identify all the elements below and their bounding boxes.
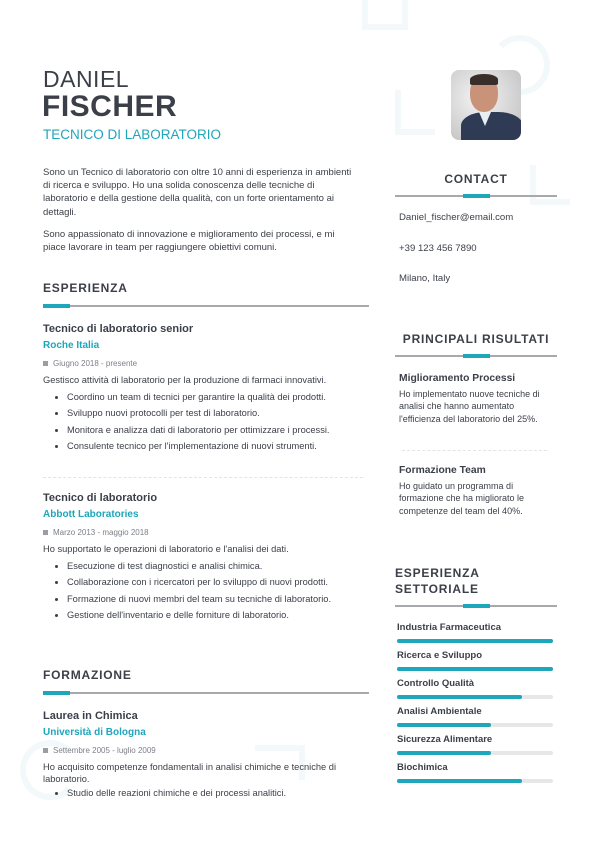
bullet-icon — [55, 429, 58, 432]
bullet-text: Formazione di nuovi membri del team su tecniche di laboratorio. — [67, 593, 332, 604]
achievement-description: Ho implementato nuove tecniche di analisi che hanno aumentato l'efficienza del laboratorio del 25%. — [399, 389, 540, 424]
experience-entry — [43, 492, 363, 621]
industry-skill — [397, 706, 553, 727]
job-dates — [43, 528, 363, 537]
skill-bar-fill — [397, 751, 491, 755]
photo-hair — [470, 74, 498, 85]
achievements-divider — [395, 355, 557, 357]
profile-summary — [43, 166, 358, 254]
experience-entry — [43, 323, 363, 452]
first-name: DANIEL — [43, 66, 130, 92]
calendar-icon — [43, 361, 48, 366]
achievement-item — [399, 465, 554, 517]
bullet-item — [55, 787, 363, 799]
achievement-title: Formazione Team — [399, 465, 486, 476]
profile-photo — [451, 70, 521, 140]
photo-suit — [461, 112, 521, 140]
job-description: Gestisco attività di laboratorio per la produzione di farmaci innovativi. — [43, 375, 327, 385]
calendar-icon — [43, 530, 48, 535]
industry-skill — [397, 762, 553, 783]
skill-bar-track — [397, 723, 553, 727]
skill-bar-fill — [397, 667, 553, 671]
bullet-icon — [55, 792, 58, 795]
summary-paragraph: Sono un Tecnico di laboratorio con oltre 10 anni di esperienza in ambienti di ricerca e sviluppo. Ho una solida conoscenza delle tecniche di laboratorio e della gestione della qualità, con un forte orientamento ai dettagli. — [43, 167, 352, 218]
skill-label: Industria Farmaceutica — [397, 622, 502, 633]
achievement-item — [399, 373, 554, 425]
date-range: Marzo 2013 - maggio 2018 — [53, 528, 149, 537]
bullet-text: Consulente tecnico per l'implementazione di nuovi strumenti. — [67, 441, 317, 451]
education-bullets — [55, 787, 363, 799]
bullet-item — [55, 391, 363, 403]
industry-skill — [397, 650, 553, 671]
skill-bar-fill — [397, 779, 522, 783]
bullet-item — [55, 560, 363, 572]
achievement-title: Miglioramento Processi — [399, 373, 516, 384]
achievement-description: Ho guidato un programma di formazione che ha migliorato le competenze del team del 40%. — [399, 481, 525, 516]
skill-bar-fill — [397, 695, 522, 699]
skill-label: Analisi Ambientale — [397, 706, 482, 717]
date-range: Giugno 2018 - presente — [53, 359, 138, 368]
bullet-text: Collaborazione con i ricercatori per lo sviluppo di nuovi prodotti. — [67, 577, 328, 587]
industry-skill — [397, 622, 553, 643]
skill-bar-fill — [397, 723, 491, 727]
skill-label: Sicurezza Alimentare — [397, 734, 493, 745]
bullet-text: Studio delle reazioni chimiche e dei processi analitici. — [67, 788, 287, 798]
contact-email[interactable]: Daniel_fischer@email.com — [399, 212, 514, 223]
job-role: Tecnico di laboratorio senior — [43, 323, 194, 335]
job-role: Tecnico di laboratorio — [43, 492, 158, 504]
bullet-icon — [55, 445, 58, 448]
skill-bar-fill — [397, 639, 553, 643]
skill-bar-track — [397, 779, 553, 783]
job-dates — [43, 359, 363, 368]
date-range: Settembre 2005 - luglio 2009 — [53, 746, 156, 755]
education-heading: FORMAZIONE — [43, 668, 132, 682]
contact-heading: CONTACT — [444, 172, 508, 186]
contact-divider — [395, 195, 557, 197]
skill-bar-track — [397, 639, 553, 643]
education-divider — [43, 692, 369, 694]
skill-bar-track — [397, 667, 553, 671]
calendar-icon — [43, 748, 48, 753]
education-dates — [43, 746, 363, 755]
bullet-item — [55, 609, 363, 621]
bullet-icon — [55, 565, 58, 568]
bullet-text: Sviluppo nuovi protocolli per test di laboratorio. — [67, 408, 260, 418]
skill-label: Ricerca e Sviluppo — [397, 650, 483, 661]
bullet-icon — [55, 598, 58, 601]
divider-accent — [463, 354, 490, 358]
achievements-heading: PRINCIPALI RISULTATI — [402, 332, 550, 346]
bullet-icon — [55, 396, 58, 399]
divider-accent — [463, 194, 490, 198]
company-name: Roche Italia — [43, 340, 100, 351]
skill-bar-track — [397, 695, 553, 699]
education-description: Ho acquisito competenze fondamentali in analisi chimiche e tecniche di laboratorio. — [43, 762, 337, 784]
job-bullets — [55, 391, 363, 453]
contact-phone[interactable]: +39 123 456 7890 — [399, 243, 477, 254]
industry-heading-line: ESPERIENZA — [395, 566, 480, 580]
bullet-item — [55, 440, 363, 452]
industry-heading-line: SETTORIALE — [395, 582, 479, 596]
skill-label: Biochimica — [397, 762, 448, 773]
last-name: FISCHER — [42, 90, 178, 123]
industry-heading — [395, 565, 480, 597]
industry-skill — [397, 734, 553, 755]
school-name: Università di Bologna — [43, 727, 146, 738]
bullet-text: Monitora e analizza dati di laboratorio per ottimizzare i processi. — [67, 424, 330, 435]
bullet-text: Gestione dell'inventario e delle forniture di laboratorio. — [67, 610, 289, 620]
achievement-separator — [402, 450, 547, 451]
divider-accent — [43, 304, 70, 308]
degree-name: Laurea in Chimica — [43, 710, 138, 722]
bullet-item — [55, 407, 363, 419]
industry-skill — [397, 678, 553, 699]
bullet-item — [55, 424, 363, 436]
education-entry — [43, 710, 363, 799]
experience-divider — [43, 305, 369, 307]
divider-accent — [43, 691, 70, 695]
job-bullets — [55, 560, 363, 622]
bullet-text: Coordino un team di tecnici per garantire la qualità dei prodotti. — [67, 391, 326, 402]
job-title: TECNICO DI LABORATORIO — [43, 127, 222, 142]
company-name: Abbott Laboratories — [43, 509, 139, 520]
background-decoration — [395, 90, 435, 135]
summary-paragraph: Sono appassionato di innovazione e miglioramento dei processi, e mi piace lavorare in team per raggiungere obiettivi comuni. — [43, 228, 335, 254]
experience-heading: ESPERIENZA — [43, 281, 128, 295]
entry-separator — [43, 477, 363, 478]
skill-bar-track — [397, 751, 553, 755]
bullet-icon — [55, 412, 58, 415]
skill-label: Controllo Qualità — [397, 678, 475, 689]
bullet-item — [55, 593, 363, 605]
bullet-text: Esecuzione di test diagnostici e analisi chimica. — [67, 560, 263, 571]
contact-location: Milano, Italy — [399, 273, 451, 284]
bullet-item — [55, 576, 363, 588]
bullet-icon — [55, 614, 58, 617]
job-description: Ho supportato le operazioni di laboratorio e l'analisi dei dati. — [43, 544, 289, 554]
background-decoration — [362, 0, 408, 30]
industry-divider — [395, 605, 557, 607]
bullet-icon — [55, 581, 58, 584]
divider-accent — [463, 604, 490, 608]
